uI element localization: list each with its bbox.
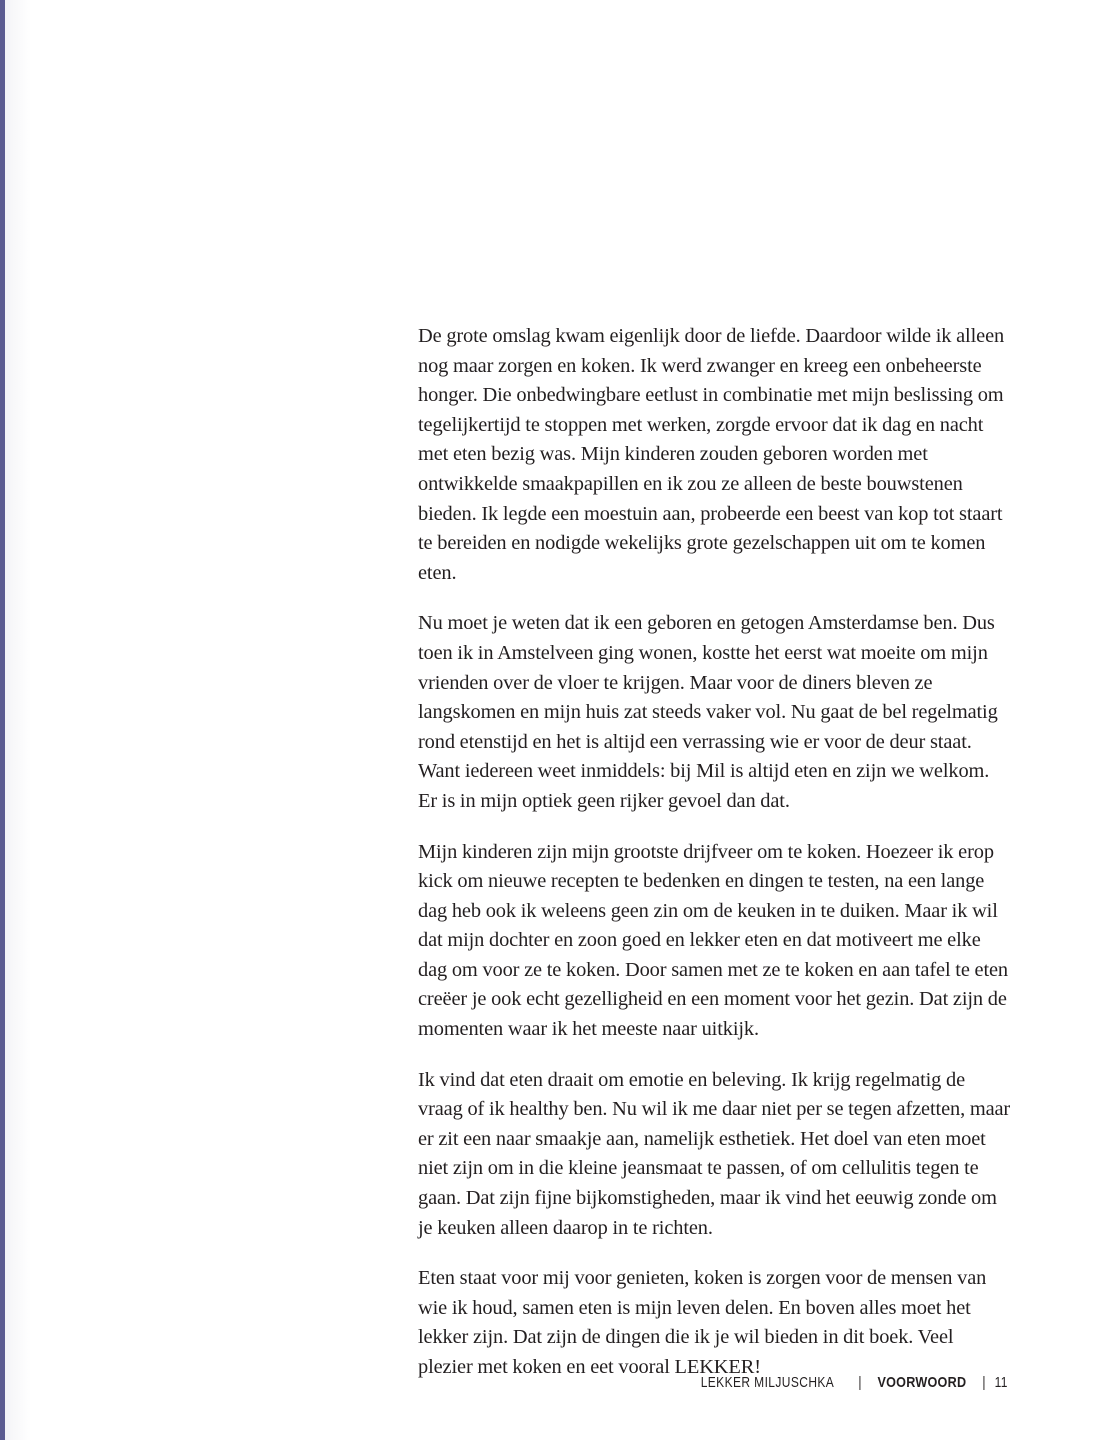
running-footer — [684, 1374, 1009, 1391]
footer-separator: | — [858, 1374, 862, 1391]
footer-book-title: LEKKER MILJUSCHKA — [700, 1374, 835, 1391]
footer-separator: | — [982, 1374, 986, 1391]
body-paragraph: Mijn kinderen zijn mijn grootste drijfveer om te koken. Hoezeer ik erop kick om nieuwe recepten te bedenken en dingen te testen, na een lange dag heb ook ik weleens geen zin om de keuken in te duiken. Maar ik wil dat mijn dochter en zoon goed en lekker eten en dat motiveert me elke dag om voor ze te koken. Door samen met ze te koken en aan tafel te eten creëer je ook echt gezelligheid en een moment voor het gezin. Dat zijn de momenten waar ik het meeste naar uitkijk. — [418, 840, 1009, 1041]
footer-section-name: VOORWOORD — [877, 1374, 967, 1391]
page-gutter-shading — [5, 0, 31, 1440]
body-paragraph: Eten staat voor mij voor genieten, koken is zorgen voor de mensen van wie ik houd, samen eten is mijn leven delen. En boven alles moet het lekker zijn. Dat zijn de dingen die ik je wil bieden in dit boek. Veel plezier met koken en eet vooral LEKKER! — [418, 1267, 987, 1378]
body-text-column — [418, 322, 1012, 1383]
page-number: 11 — [994, 1374, 1008, 1391]
body-paragraph: Nu moet je weten dat ik een geboren en getogen Amsterdamse ben. Dus toen ik in Amstelveen ging wonen, kostte het eerst wat moeite om mijn vrienden over de vloer te krijgen. Maar voor de diners bleven ze langskomen en mijn huis zat steeds vaker vol. Nu gaat de bel regelmatig rond etenstijd en het is altijd een verrassing wie er voor de deur staat. Want iedereen weet inmiddels: bij Mil is altijd eten en zijn we welkom. Er is in mijn optiek geen rijker gevoel dan dat. — [418, 612, 998, 812]
body-paragraph: Ik vind dat eten draait om emotie en beleving. Ik krijg regelmatig de vraag of ik healthy ben. Nu wil ik me daar niet per se tegen afzetten, maar er zit een naar smaakje aan, namelijk esthetiek. Het doel van eten moet niet zijn om in die kleine jeansmaat te passen, of om cellulitis tegen te gaan. Dat zijn fijne bijkomstigheden, maar ik vind het eeuwig zonde om je keuken alleen daarop in te richten. — [418, 1068, 1011, 1239]
body-paragraph: De grote omslag kwam eigenlijk door de liefde. Daardoor wilde ik alleen nog maar zorgen en koken. Ik werd zwanger en kreeg een onbeheerste honger. Die onbedwingbare eetlust in combinatie met mijn beslissing om tegelijkertijd te stoppen met werken, zorgde ervoor dat ik dag en nacht met eten bezig was. Mijn kinderen zouden geboren worden met ontwikkelde smaakpapillen en ik zou ze alleen de beste bouwstenen bieden. Ik legde een moestuin aan, probeerde een beest van kop tot staart te bereiden en nodigde wekelijks grote gezelschappen uit om te komen eten. — [418, 325, 1005, 584]
